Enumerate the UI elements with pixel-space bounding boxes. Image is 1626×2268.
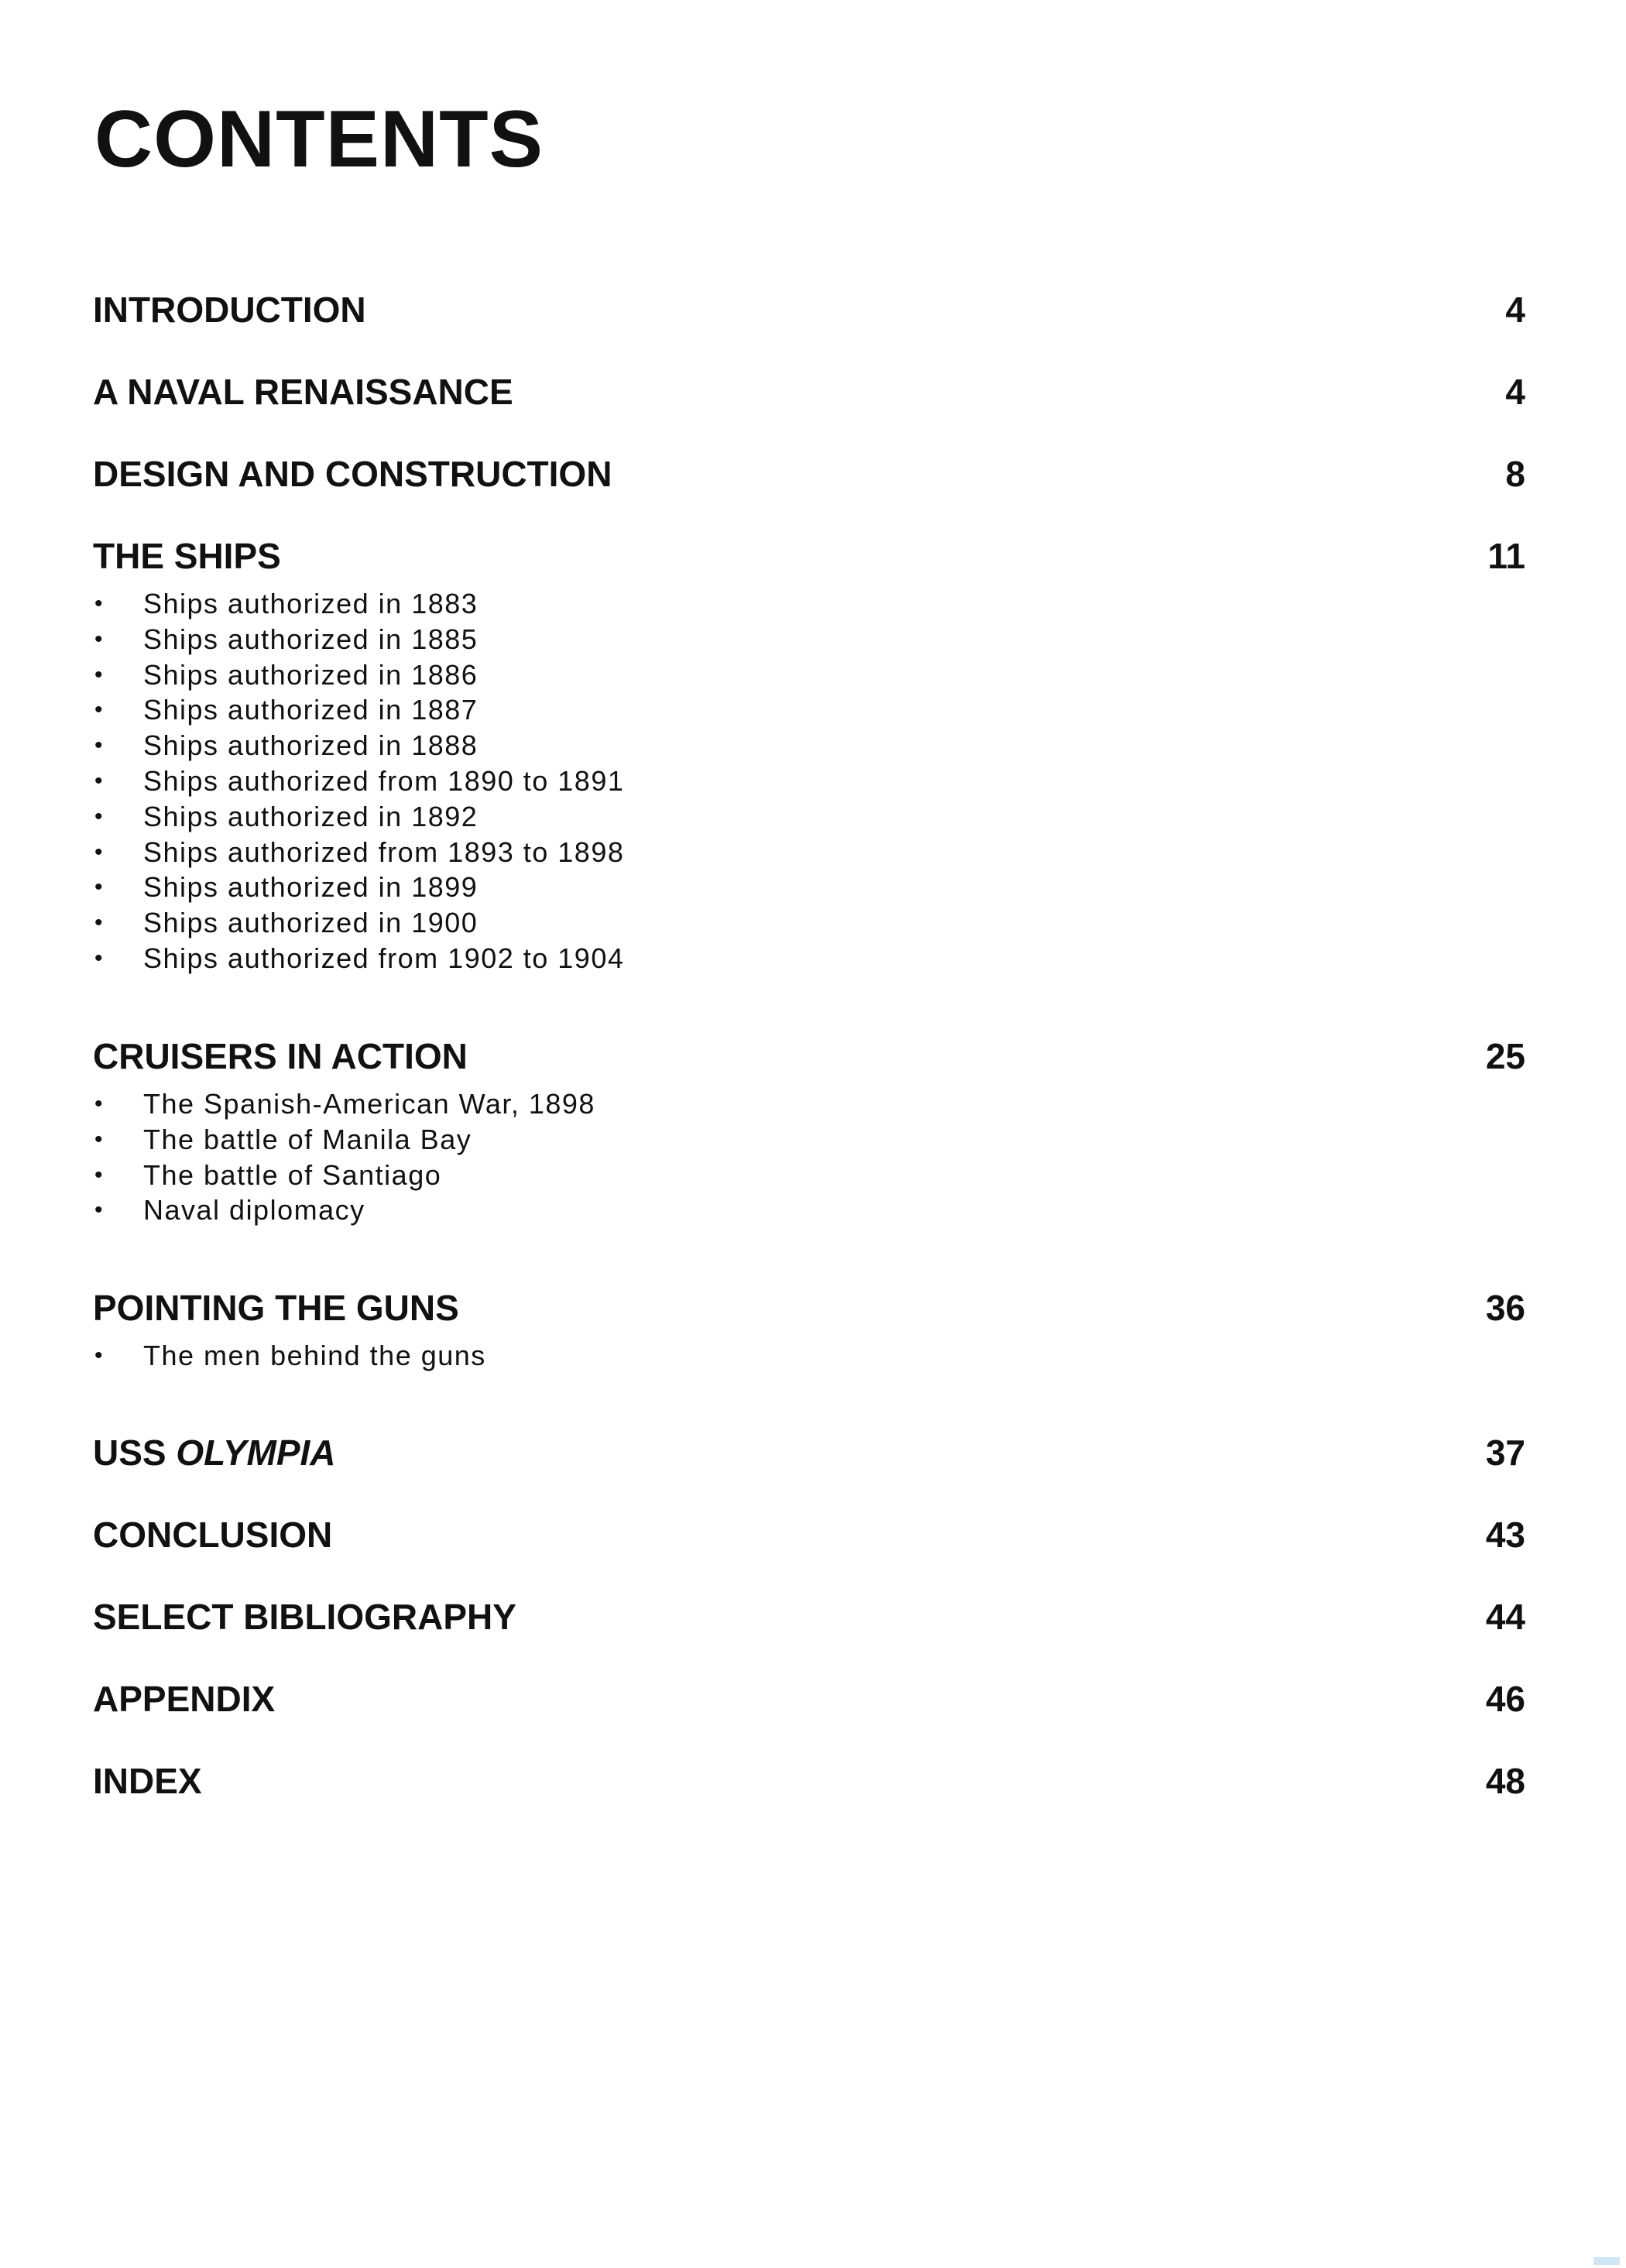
bullet-icon: •	[94, 945, 105, 971]
toc-subentry-label: Ships authorized in 1899	[143, 871, 479, 904]
toc-entry-page-number: 43	[1485, 1515, 1525, 1555]
toc-subentry-label: Ships authorized in 1892	[143, 800, 479, 832]
toc-subentry-label: Ships authorized in 1887	[143, 694, 479, 726]
toc-subentry-label: The men behind the guns	[143, 1340, 486, 1371]
bullet-icon: •	[94, 874, 105, 901]
toc-entry-label: A NAVAL RENAISSANCE	[93, 372, 513, 412]
bullet-icon: •	[94, 803, 105, 829]
bullet-icon: •	[94, 591, 105, 616]
bullet-icon: •	[94, 697, 105, 723]
bullet-icon: •	[94, 839, 105, 865]
toc-subentry-label: Naval diplomacy	[143, 1194, 365, 1227]
toc-entry-naval-renaissance[interactable]	[93, 367, 1525, 417]
toc-subentry-label: The battle of Santiago	[143, 1158, 442, 1191]
bullet-icon: •	[94, 1091, 105, 1117]
toc-entry-label: POINTING THE GUNS	[93, 1288, 459, 1328]
toc-subentry-label: Ships authorized in 1886	[143, 658, 479, 691]
page-title: CONTENTS	[94, 94, 544, 184]
toc-entry-page-number: 4	[1505, 372, 1525, 412]
toc-entry-appendix[interactable]	[93, 1674, 1525, 1724]
toc-entry-select-bibliography[interactable]	[93, 1592, 1525, 1642]
toc-entry-label	[93, 1428, 336, 1477]
toc-entry-pointing-the-guns[interactable]	[93, 1283, 1525, 1333]
toc-entry-page-number: 37	[1485, 1433, 1525, 1473]
toc-entry-design-construction[interactable]	[93, 449, 1525, 499]
bullet-icon: •	[94, 1126, 105, 1152]
toc-entry-label: CRUISERS IN ACTION	[93, 1036, 468, 1076]
toc-entry-label: INTRODUCTION	[93, 290, 366, 330]
toc-subentry-label: Ships authorized in 1883	[143, 588, 479, 619]
bullet-icon: •	[94, 1161, 105, 1188]
bullet-icon: •	[94, 626, 105, 652]
ship-name: OLYMPIA	[176, 1433, 336, 1473]
bullet-icon: •	[94, 1197, 105, 1223]
toc-subentry-label: Ships authorized in 1888	[143, 729, 479, 762]
toc-entry-page-number: 48	[1485, 1761, 1525, 1801]
toc-entry-label: DESIGN AND CONSTRUCTION	[93, 454, 612, 494]
toc-entry-label: THE SHIPS	[93, 536, 281, 576]
toc-entry-cruisers-in-action[interactable]	[93, 1031, 1525, 1081]
bullet-icon: •	[94, 910, 105, 936]
toc-subentry-label: The battle of Manila Bay	[143, 1123, 472, 1155]
toc-entry-page-number: 46	[1485, 1679, 1525, 1719]
scan-corner-mark	[1593, 2257, 1620, 2265]
toc-subentry-label: Ships authorized in 1900	[143, 907, 479, 939]
toc-entry-introduction[interactable]	[93, 285, 1525, 335]
toc-entry-page-number: 44	[1485, 1597, 1525, 1637]
toc-entry-page-number: 8	[1505, 454, 1525, 494]
bullet-icon: •	[94, 733, 105, 759]
toc-entry-page-number: 11	[1487, 536, 1525, 576]
toc-entry-uss-olympia[interactable]	[93, 1428, 1525, 1477]
toc-subentry-label: Ships authorized in 1885	[143, 623, 479, 655]
toc-entry-page-number: 4	[1505, 290, 1525, 330]
toc-entry-the-ships[interactable]	[93, 531, 1525, 581]
bullet-icon: •	[94, 1343, 105, 1368]
toc-subentry-label: The Spanish-American War, 1898	[143, 1088, 595, 1120]
toc-entry-label: INDEX	[93, 1761, 202, 1801]
toc-subentry-label: Ships authorized from 1893 to 1898	[143, 835, 625, 868]
toc-entry-index[interactable]	[93, 1756, 1525, 1806]
toc-subentry-label: Ships authorized from 1890 to 1891	[143, 764, 625, 797]
bullet-icon: •	[94, 661, 105, 688]
toc-entry-label: SELECT BIBLIOGRAPHY	[93, 1597, 516, 1637]
toc-entry-page-number: 25	[1485, 1036, 1525, 1076]
toc-entry-label-prefix: USS	[93, 1433, 166, 1473]
toc-entry-conclusion[interactable]	[93, 1510, 1525, 1559]
toc-subentry-label: Ships authorized from 1902 to 1904	[143, 942, 625, 974]
toc-entry-label: APPENDIX	[93, 1679, 276, 1719]
toc-entry-label: CONCLUSION	[93, 1515, 333, 1555]
bullet-icon: •	[94, 767, 105, 794]
toc-entry-page-number: 36	[1485, 1288, 1525, 1328]
